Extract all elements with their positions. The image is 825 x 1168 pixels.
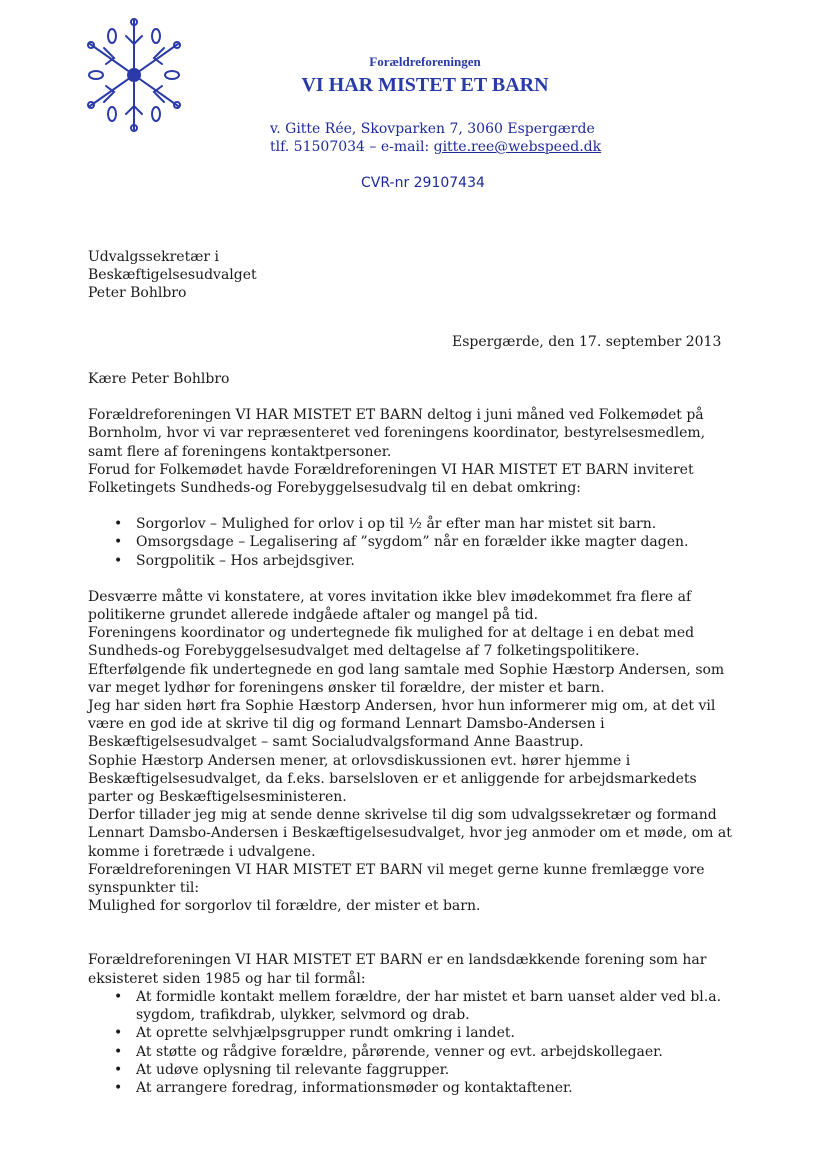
list-item: • At formidle kontakt mellem forældre, der har mistet et barn uanset alder ved bl.a. sygdom, trafikdrab, ulykker, selvmord og drab. — [88, 988, 738, 1024]
letter-body — [88, 370, 738, 1097]
paragraph: Forud for Folkemødet havde Forældreforeningen VI HAR MISTET ET BARN inviteret Folketingets Sundheds-og Forebyggelsesudvalg til en debat omkring: — [88, 461, 694, 497]
address-line: v. Gitte Rée, Skovparken 7, 3060 Espergærde — [270, 121, 595, 137]
organization-label: Forældreforeningen — [369, 54, 481, 69]
paragraph: Mulighed for sorgorlov til forældre, der mister et barn. — [88, 898, 481, 915]
recipient-line: Beskæftigelsesudvalget — [88, 267, 257, 283]
contact-line — [270, 139, 601, 155]
snowflake-logo-icon — [82, 14, 186, 136]
recipient-line: Udvalgssekretær i — [88, 249, 219, 265]
paragraph: Sophie Hæstorp Andersen mener, at orlovsdiskussionen evt. hører hjemme i Beskæftigelsesudvalget, da f.eks. barselsloven er et anliggende for arbejdsmarkedets parter og Beskæftigelsesministeren. — [88, 752, 697, 806]
paragraph: Desværre måtte vi konstatere, at vores invitation ikke blev imødekommet fra flere af politikerne grundet allerede indgåede aftaler og mangel på tid. — [88, 588, 692, 624]
paragraph: Derfor tillader jeg mig at sende denne skrivelse til dig som udvalgssekretær og formand Lennart Damsbo-Andersen i Beskæftigelsesudvalget, hvor jeg anmoder om et møde, om at komme i foretræde i udvalgene. — [88, 807, 732, 860]
recipient-block — [88, 248, 257, 302]
salutation: Kære Peter Bohlbro — [88, 371, 230, 387]
list-item: • Sorgorlov – Mulighed for orlov i op til ½ år efter man har mistet sit barn. — [88, 515, 738, 533]
paragraph: Forældreforeningen VI HAR MISTET ET BARN er en landsdækkende forening som har eksisteret siden 1985 og har til formål: — [88, 952, 707, 987]
paragraph: Jeg har siden hørt fra Sophie Hæstorp Andersen, hvor hun informerer mig om, at det vil være en god ide at skrive til dig og formand Lennart Damsbo-Andersen i Beskæftigelsesudvalget – samt Socialudvalgsformand Anne Baastrup. — [88, 698, 716, 751]
list-item: • At arrangere foredrag, informationsmøder og kontaktaftener. — [88, 1079, 738, 1097]
date-line: Espergærde, den 17. september 2013 — [452, 334, 722, 350]
recipient-line: Peter Bohlbro — [88, 285, 187, 301]
paragraph: Foreningens koordinator og undertegnede fik mulighed for at deltage i en debat med Sundheds-og Forebyggelsesudvalget med deltagelse af 7 folketingspolitikere. — [88, 625, 695, 660]
list-item: • At støtte og rådgive forældre, pårørende, venner og evt. arbejdskollegaer. — [88, 1043, 738, 1061]
list-item: • At oprette selvhjælpsgrupper rundt omkring i landet. — [88, 1024, 738, 1042]
paragraph: Forældreforeningen VI HAR MISTET ET BARN deltog i juni måned ved Folkemødet på Bornholm, hvor vi var repræsenteret ved foreningens koordinator, bestyrelsesmedlem, samt flere af foreningens kontaktpersoner. — [88, 407, 706, 460]
list-item: • Omsorgsdage – Legalisering af ”sygdom” når en forælder ikke magter dagen. — [88, 533, 738, 551]
purposes-list — [88, 988, 738, 1097]
list-item: • Sorgpolitik – Hos arbejdsgiver. — [88, 552, 738, 570]
topics-list — [88, 515, 738, 570]
phone-text: tlf. 51507034 – e-mail: — [270, 139, 434, 155]
spacer — [88, 915, 738, 951]
organization-name: VI HAR MISTET ET BARN — [301, 74, 549, 96]
cvr-number: CVR-nr 29107434 — [361, 175, 485, 191]
email-link[interactable]: gitte.ree@webspeed.dk — [433, 139, 602, 155]
paragraph: Forældreforeningen VI HAR MISTET ET BARN vil meget gerne kunne fremlægge vore synspunkter til: — [88, 861, 705, 897]
paragraph: Efterfølgende fik undertegnede en god lang samtale med Sophie Hæstorp Andersen, som var meget lydhør for foreningens ønsker til forældre, der mister et barn. — [88, 661, 725, 696]
list-item: • At udøve oplysning til relevante faggrupper. — [88, 1061, 738, 1079]
